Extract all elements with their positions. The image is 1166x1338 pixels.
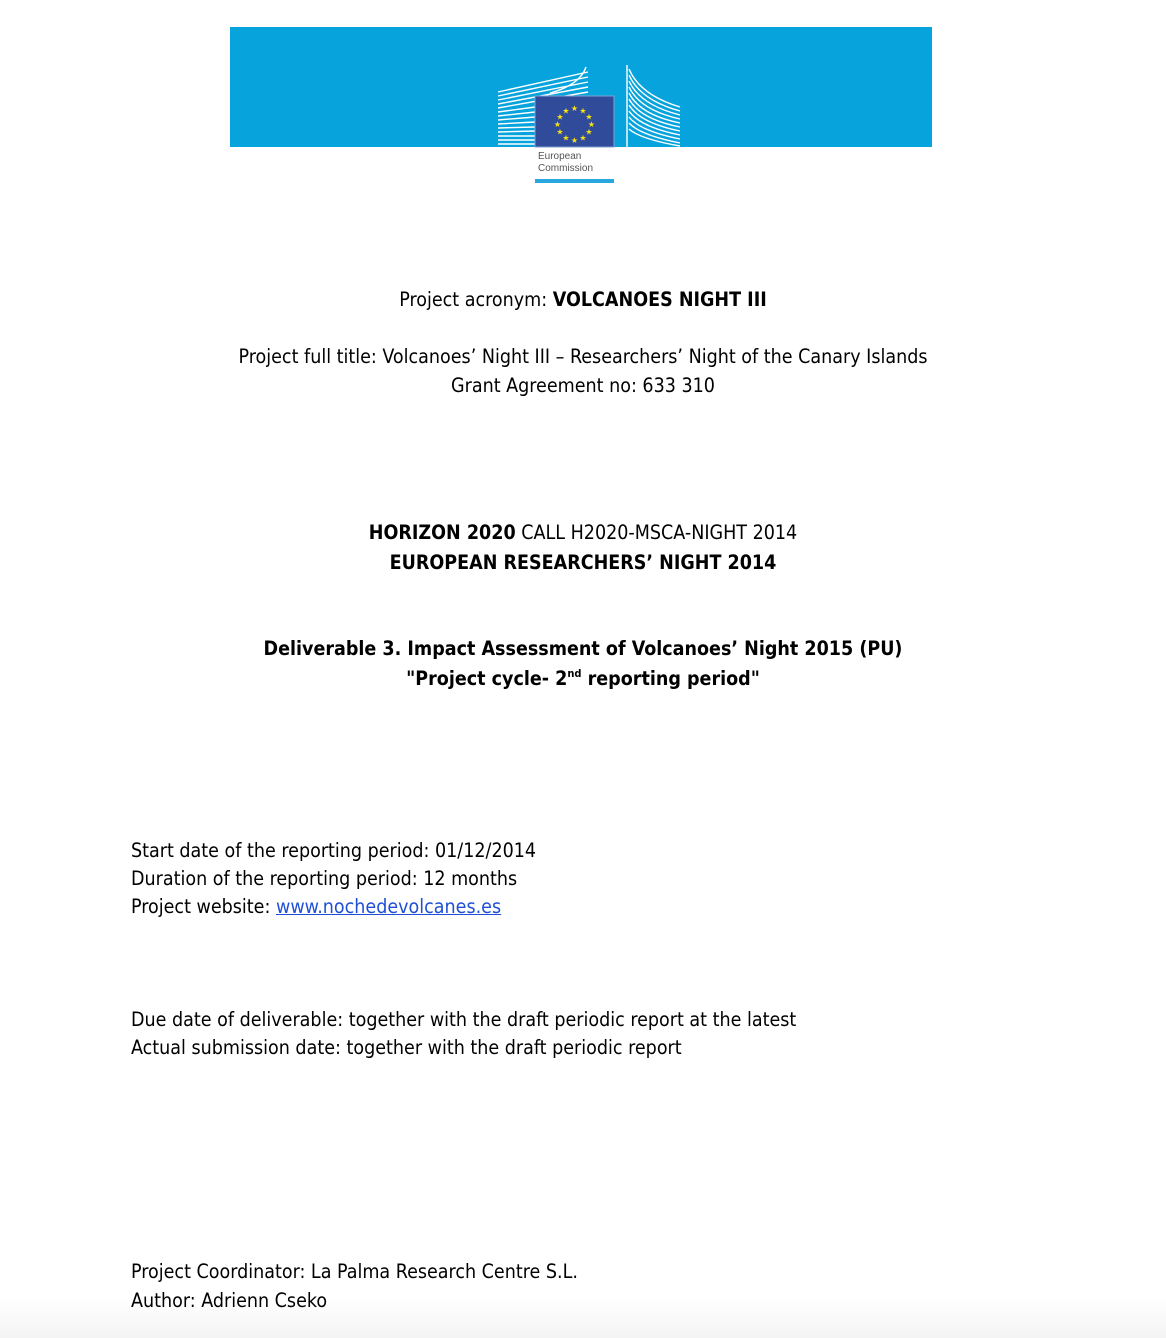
subtitle-pre: "Project cycle- 2: [406, 667, 568, 690]
project-coordinator: Project Coordinator: La Palma Research Centre S.L.: [131, 1260, 578, 1283]
svg-text:★: ★: [585, 112, 593, 122]
svg-text:★: ★: [570, 104, 579, 113]
svg-text:★: ★: [562, 106, 570, 116]
ec-logo-text: [538, 151, 593, 175]
svg-text:★: ★: [553, 120, 562, 129]
website-label: Project website:: [131, 895, 276, 918]
event-name: EUROPEAN RESEARCHERS’ NIGHT 2014: [389, 551, 777, 574]
project-acronym-label: Project acronym:: [399, 288, 553, 311]
call-identifier: CALL H2020-MSCA-NIGHT 2014: [515, 521, 798, 544]
svg-text:★: ★: [585, 127, 593, 137]
svg-text:★: ★: [579, 133, 587, 143]
ec-logo-line1: European: [538, 151, 582, 162]
call-line: [0, 519, 1166, 547]
actual-submission-date: Actual submission date: together with the draft periodic report: [131, 1036, 682, 1059]
deliverable-title: Deliverable 3. Impact Assessment of Volcanoes’ Night 2015 (PU): [263, 637, 903, 660]
subtitle-post: reporting period": [581, 667, 760, 690]
building-right-icon: [627, 65, 680, 147]
svg-text:★: ★: [587, 120, 596, 129]
svg-text:★: ★: [556, 127, 564, 137]
deliverable-subtitle: [0, 665, 1166, 693]
ec-logo-underline: [535, 179, 614, 183]
programme-name: HORIZON 2020: [368, 521, 516, 544]
grant-agreement: Grant Agreement no: 633 310: [451, 374, 715, 397]
european-commission-logo-icon: [490, 55, 690, 155]
project-acronym: [0, 286, 1166, 314]
subtitle-sup: nd: [567, 667, 582, 680]
svg-text:★: ★: [570, 136, 579, 145]
website-link[interactable]: www.nochedevolcanes.es: [275, 895, 502, 918]
svg-text:★: ★: [556, 112, 564, 122]
start-date: Start date of the reporting period: 01/12/2014: [131, 839, 537, 862]
author: Author: Adrienn Cseko: [131, 1289, 328, 1312]
ec-logo-line2: Commission: [538, 163, 594, 174]
svg-text:★: ★: [579, 106, 587, 116]
duration: Duration of the reporting period: 12 months: [131, 867, 518, 890]
svg-text:★: ★: [562, 133, 570, 143]
due-date: Due date of deliverable: together with the draft periodic report at the latest: [131, 1008, 797, 1031]
project-acronym-value: VOLCANOES NIGHT III: [552, 288, 767, 311]
project-full-title: Project full title: Volcanoes’ Night III – Researchers’ Night of the Canary Islands: [238, 345, 928, 368]
project-website: [131, 893, 501, 921]
